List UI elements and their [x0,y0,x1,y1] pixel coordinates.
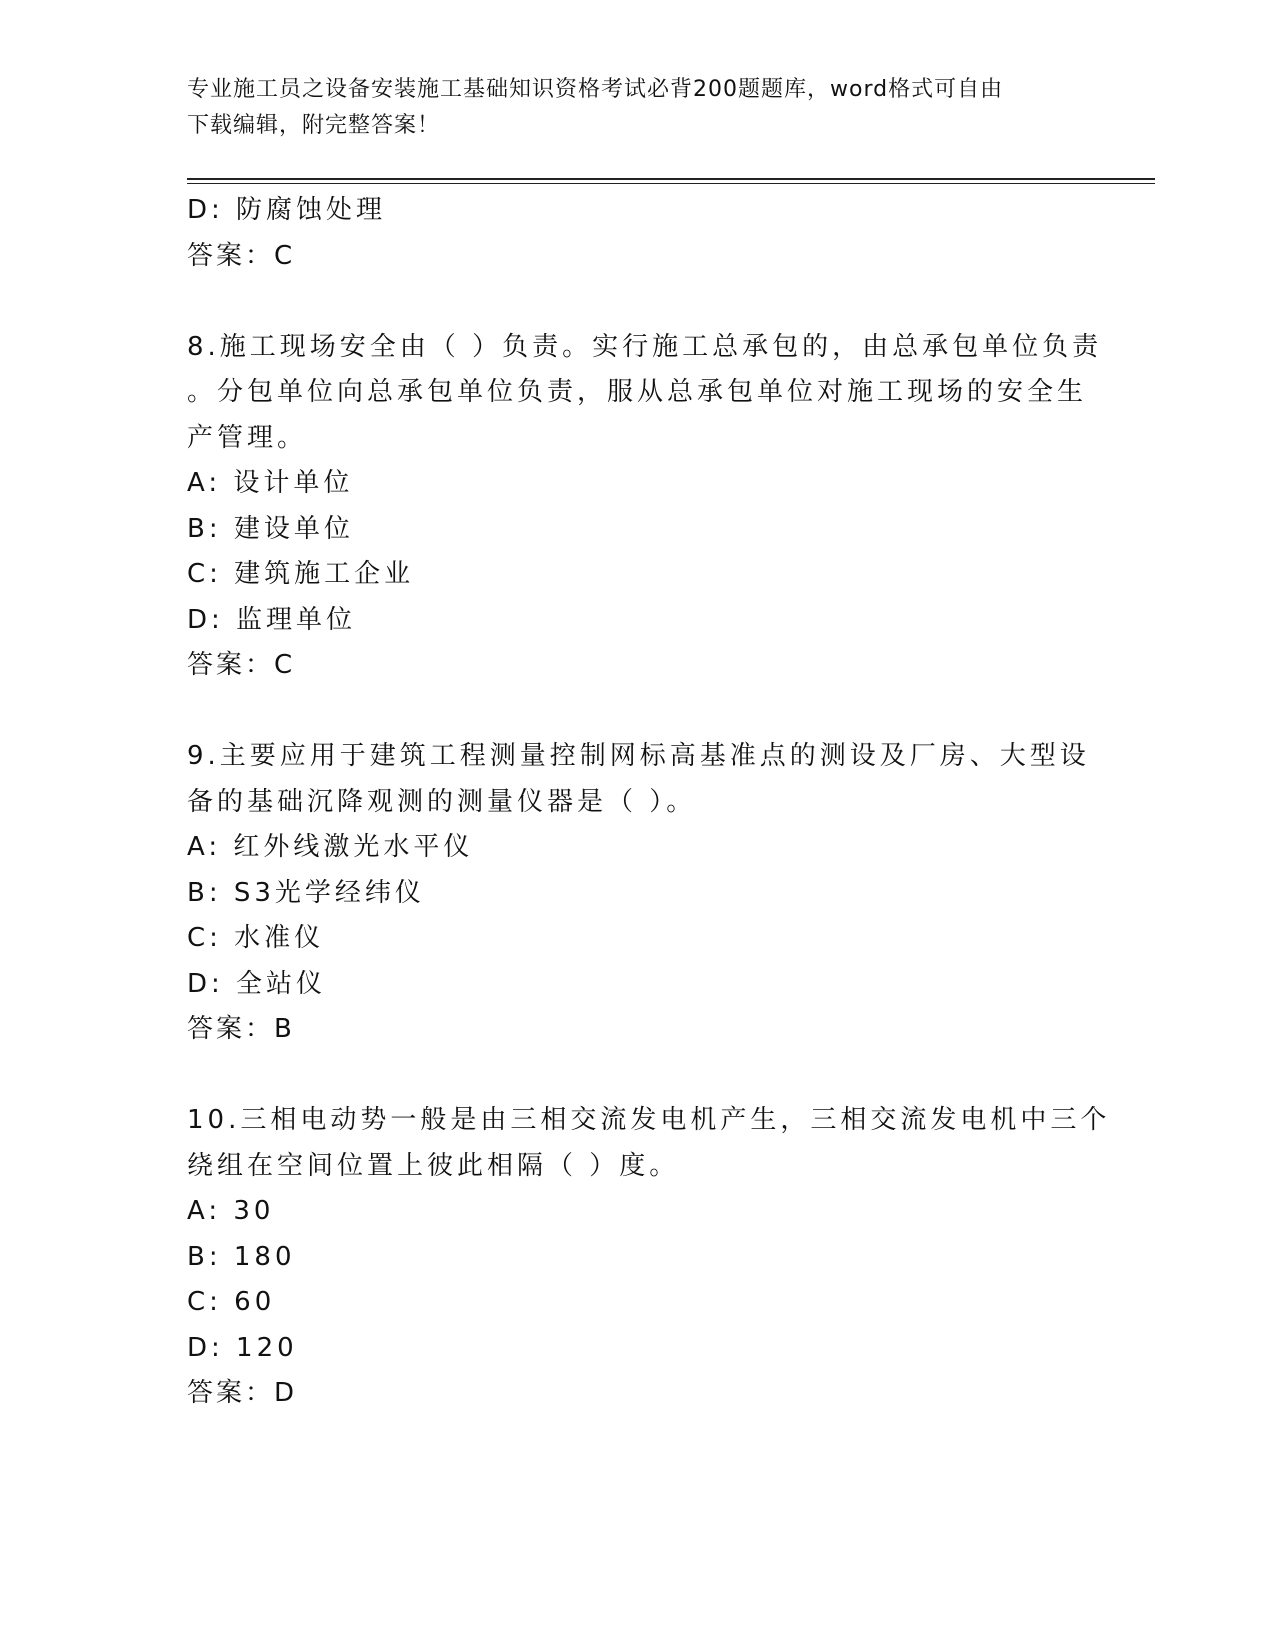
header-rule-thin [187,183,1155,184]
option-b: B: S3光学经纬仪 [187,877,425,908]
question-8 [187,325,1103,689]
option-a: A: 30 [187,1196,275,1226]
option-b: B: 建设单位 [187,513,354,544]
option-d: D: 全站仪 [187,968,327,999]
question-10 [187,1098,1111,1417]
option-c: C: 60 [187,1287,276,1317]
header-line-2: 下载编辑，附完整答案！ [187,113,441,138]
answer-line: 答案：C [187,650,296,680]
option-b: B: 180 [187,1241,296,1272]
header-rule-thick [187,178,1155,180]
question-text-line: 产管理。 [187,422,308,453]
option-d: D: 监理单位 [187,604,357,635]
spacer [187,1053,1087,1099]
answer-line: 答案：D [187,1378,298,1408]
option-d: D: 120 [187,1332,298,1363]
spacer [187,689,1087,735]
question-text-line: 备的基础沉降观测的测量仪器是（ ）。 [187,786,697,817]
question-9 [187,734,1090,1053]
document-body [187,188,1111,1417]
option-c: C: 建筑施工企业 [187,559,415,589]
question-text-line: 。分包单位向总承包单位负责，服从总承包单位对施工现场的安全生 [187,377,1088,407]
question-text-line: 9.主要应用于建筑工程测量控制网标高基准点的测设及厂房、大型设 [187,741,1090,771]
option-a: A: 设计单位 [187,468,354,498]
option-d: D: 防腐蚀处理 [187,195,387,225]
previous-question-fragment [187,188,1087,279]
answer-line: 答案：C [187,240,296,271]
question-text-line: 8.施工现场安全由（ ）负责。实行施工总承包的，由总承包单位负责 [187,331,1103,362]
header-line-1: 专业施工员之设备安装施工基础知识资格考试必背200题题库，word格式可自由 [187,77,1004,102]
option-a: A: 红外线激光水平仪 [187,832,474,862]
spacer [187,279,1087,325]
option-c: C: 水准仪 [187,923,325,953]
answer-line: 答案：B [187,1014,295,1044]
document-header [187,72,1087,144]
question-text-line: 绕组在空间位置上彼此相隔（ ）度。 [187,1150,680,1181]
question-text-line: 10.三相电动势一般是由三相交流发电机产生，三相交流发电机中三个 [187,1105,1111,1135]
